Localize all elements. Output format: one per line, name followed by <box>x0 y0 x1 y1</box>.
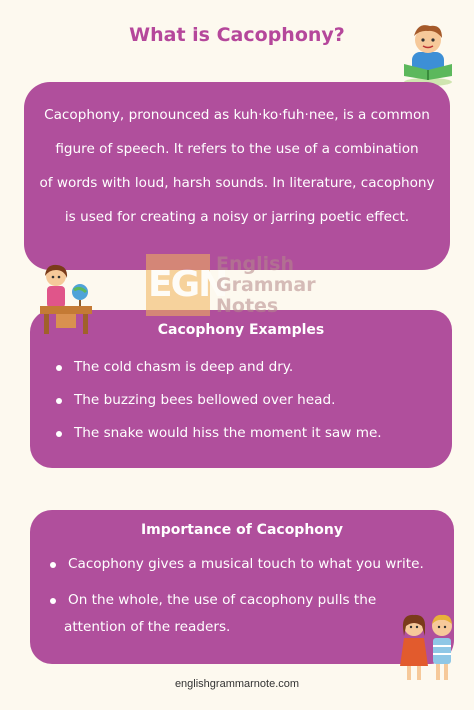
intro-line: figure of speech. It refers to the use of a combination <box>55 141 419 157</box>
two-girls-icon <box>396 612 460 682</box>
intro-line: is used for creating a noisy or jarring poetic effect. <box>64 209 410 225</box>
intro-card <box>24 82 450 270</box>
list-item-continuation: attention of the readers. <box>64 619 231 635</box>
boy-reading-icon <box>398 18 458 86</box>
intro-line: Cacophony, pronounced as kuh·ko·fuh·nee, is a common <box>44 107 430 123</box>
bullet-icon <box>50 562 56 568</box>
footer-url: englishgrammarnote.com <box>174 678 300 690</box>
bullet-icon <box>56 398 62 404</box>
intro-line: of words with loud, harsh sounds. In literature, cacophony <box>39 175 435 191</box>
list-item: The cold chasm is deep and dry. <box>74 359 294 375</box>
bullet-icon <box>50 598 56 604</box>
watermark-line: English <box>216 253 294 275</box>
examples-heading: Cacophony Examples <box>157 322 325 338</box>
list-item: Cacophony gives a musical touch to what you write. <box>68 556 424 572</box>
list-item: The snake would hiss the moment it saw me. <box>74 425 382 441</box>
watermark-line: Notes <box>216 295 279 317</box>
importance-heading: Importance of Cacophony <box>140 522 344 538</box>
list-item: On the whole, the use of cacophony pulls the <box>68 592 377 608</box>
list-item: The buzzing bees bellowed over head. <box>74 392 336 408</box>
importance-card <box>30 510 454 664</box>
bullet-icon <box>56 431 62 437</box>
page-title: What is Cacophony? <box>129 24 345 46</box>
teacher-at-desk-icon <box>36 262 94 336</box>
watermark-line: Grammar <box>216 274 316 296</box>
bullet-icon <box>56 365 62 371</box>
watermark-letters: EGN <box>148 264 227 305</box>
watermark-logo <box>146 254 316 316</box>
